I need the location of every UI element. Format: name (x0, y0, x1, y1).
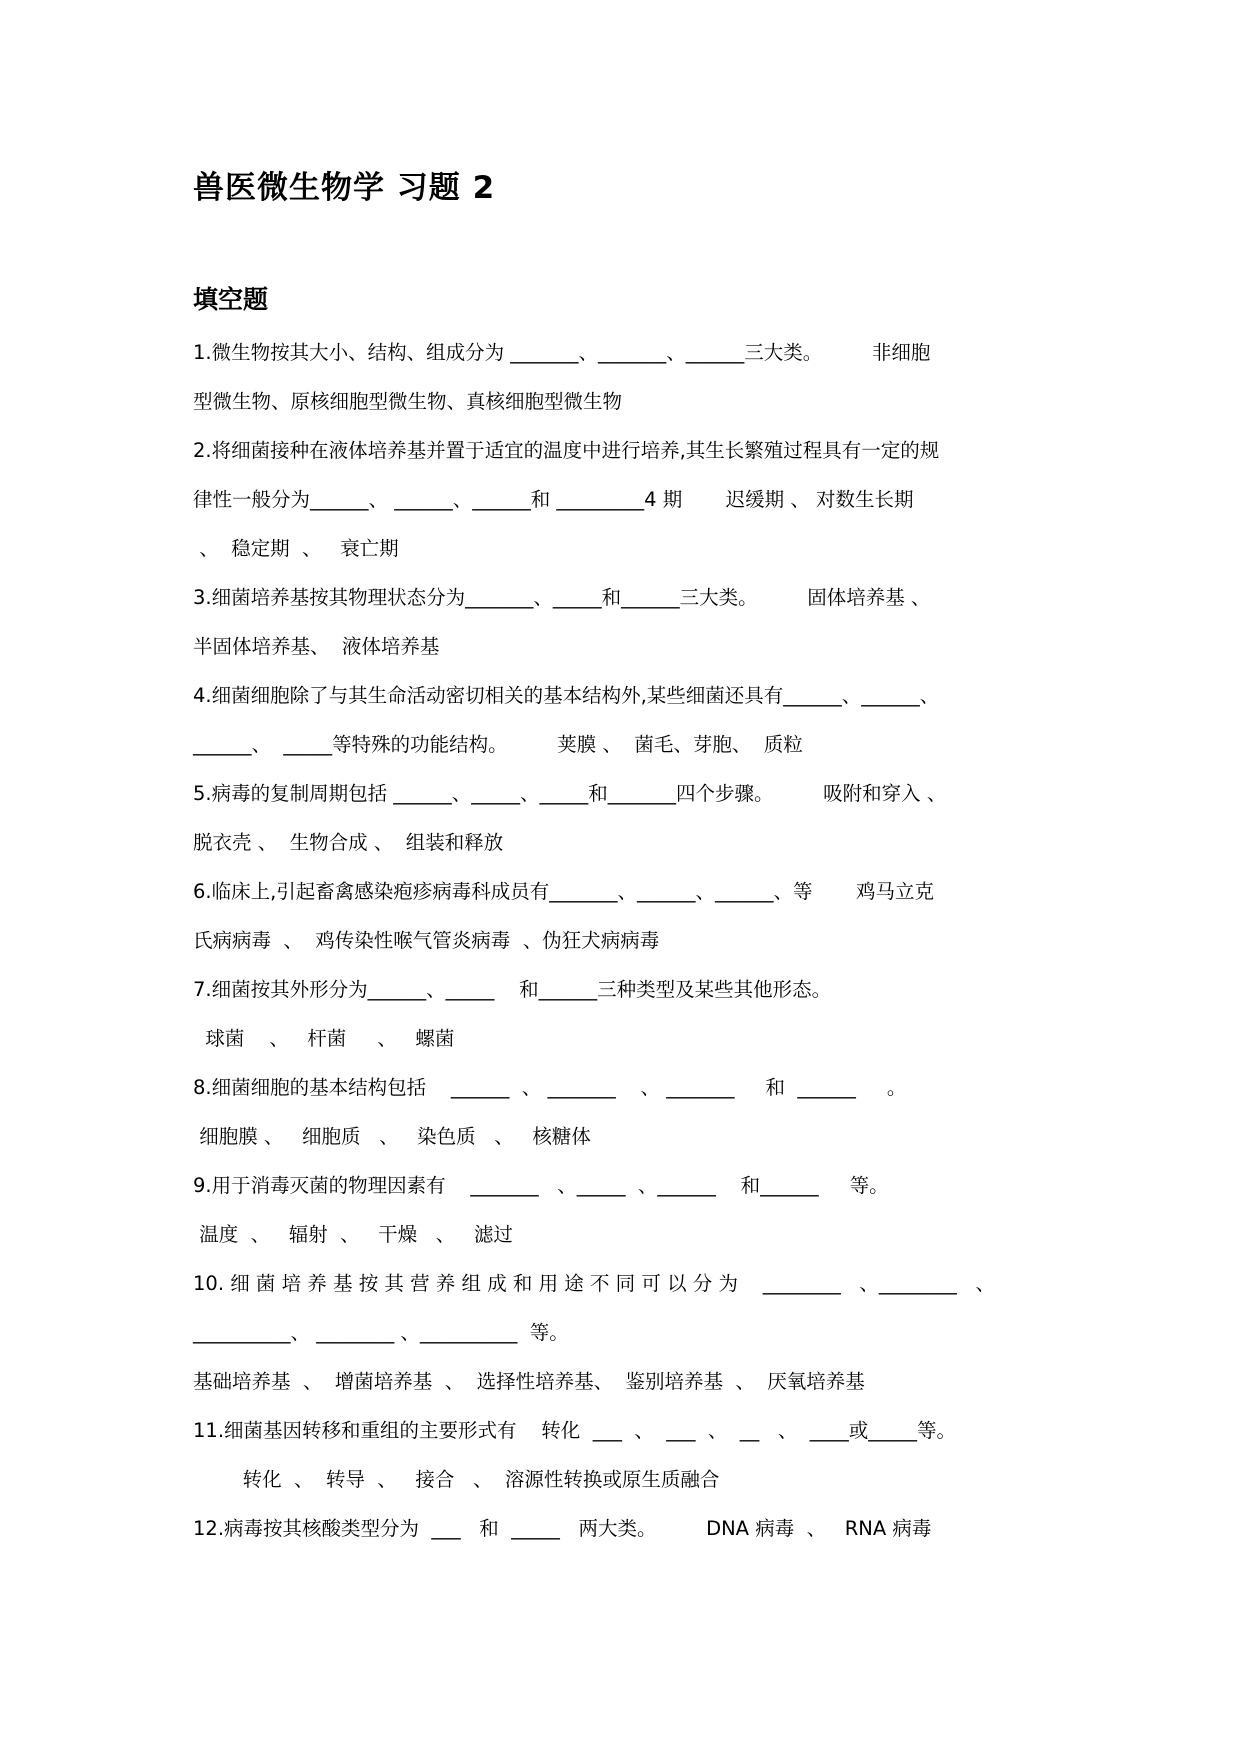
question-text: 11.细菌基因转移和重组的主要形式有 转化 ___ 、 ___ 、 __ 、 ____或_____等。 (193, 1419, 957, 1442)
section-heading: 填空题 (193, 285, 269, 314)
question-continuation: __________、 ________ 、__________ 等。 (193, 1321, 569, 1344)
question-continuation: 半固体培养基、 液体培养基 (193, 635, 440, 658)
question-item (193, 1414, 1073, 1512)
question-item (193, 1512, 1073, 1561)
question-continuation: 型微生物、原核细胞型微生物、真核细胞型微生物 (193, 390, 623, 413)
question-item (193, 1071, 1073, 1169)
question-item (193, 581, 1073, 679)
question-list (193, 336, 1073, 1561)
question-item (193, 973, 1073, 1071)
question-continuation: 基础培养基 、 增菌培养基 、 选择性培养基、 鉴别培养基 、 厌氧培养基 (193, 1370, 865, 1393)
question-item (193, 1267, 1073, 1414)
question-item (193, 434, 1073, 581)
question-item (193, 336, 1073, 434)
question-continuation: 球菌 、 杆菌 、 螺菌 (193, 1027, 455, 1050)
question-text: 12.病毒按其核酸类型分为 ___ 和 _____ 两大类。 DNA 病毒 、 RNA 病毒 (193, 1517, 932, 1540)
question-item (193, 1169, 1073, 1267)
page-title: 兽医微生物学 习题 2 (193, 170, 496, 206)
question-continuation: 转化 、 转导 、 接合 、 溶源性转换或原生质融合 (193, 1468, 720, 1491)
question-continuation: 氏病病毒 、 鸡传染性喉气管炎病毒 、伪狂犬病病毒 (193, 929, 660, 952)
question-item (193, 875, 1073, 973)
question-text: 1.微生物按其大小、结构、组成分为 _______、_______、______三大类。 非细胞 (193, 341, 931, 364)
question-text: 9.用于消毒灭菌的物理因素有 _______ 、_____ 、______ 和______ 等。 (193, 1174, 889, 1197)
question-continuation: 、 稳定期 、 衰亡期 (193, 537, 399, 560)
question-continuation: ______、 _____等特殊的功能结构。 荚膜 、 菌毛、芽胞、 质粒 (193, 733, 803, 756)
question-text: 4.细菌细胞除了与其生命活动密切相关的基本结构外,某些细菌还具有______、______、 (193, 684, 940, 707)
question-item (193, 777, 1073, 875)
question-continuation: 温度 、 辐射 、 干燥 、 滤过 (193, 1223, 513, 1246)
question-text: 10. 细 菌 培 养 基 按 其 营 养 组 成 和 用 途 不 同 可 以 分 为 ________ 、________ 、 (193, 1272, 995, 1295)
question-text: 2.将细菌接种在液体培养基并置于适宜的温度中进行培养,其生长繁殖过程具有一定的规 (193, 439, 940, 462)
question-continuation: 脱衣壳 、 生物合成 、 组装和释放 (193, 831, 504, 854)
question-continuation: 律性一般分为______、 ______、______和 _________4 期 迟缓期 、 对数生长期 (193, 488, 914, 511)
question-item (193, 679, 1073, 777)
question-continuation: 细胞膜 、 细胞质 、 染色质 、 核糖体 (193, 1125, 591, 1148)
question-text: 3.细菌培养基按其物理状态分为_______、_____和______三大类。 固体培养基 、 (193, 586, 931, 609)
question-text: 7.细菌按其外形分为______、_____ 和______三种类型及某些其他形态。 (193, 978, 832, 1001)
question-text: 8.细菌细胞的基本结构包括 ______ 、 _______ 、 _______ 和 ______ 。 (193, 1076, 907, 1099)
question-text: 6.临床上,引起畜禽感染疱疹病毒科成员有_______、______、______、等 鸡马立克 (193, 880, 934, 903)
question-text: 5.病毒的复制周期包括 ______、_____、_____和_______四个步骤。 吸附和穿入 、 (193, 782, 947, 805)
